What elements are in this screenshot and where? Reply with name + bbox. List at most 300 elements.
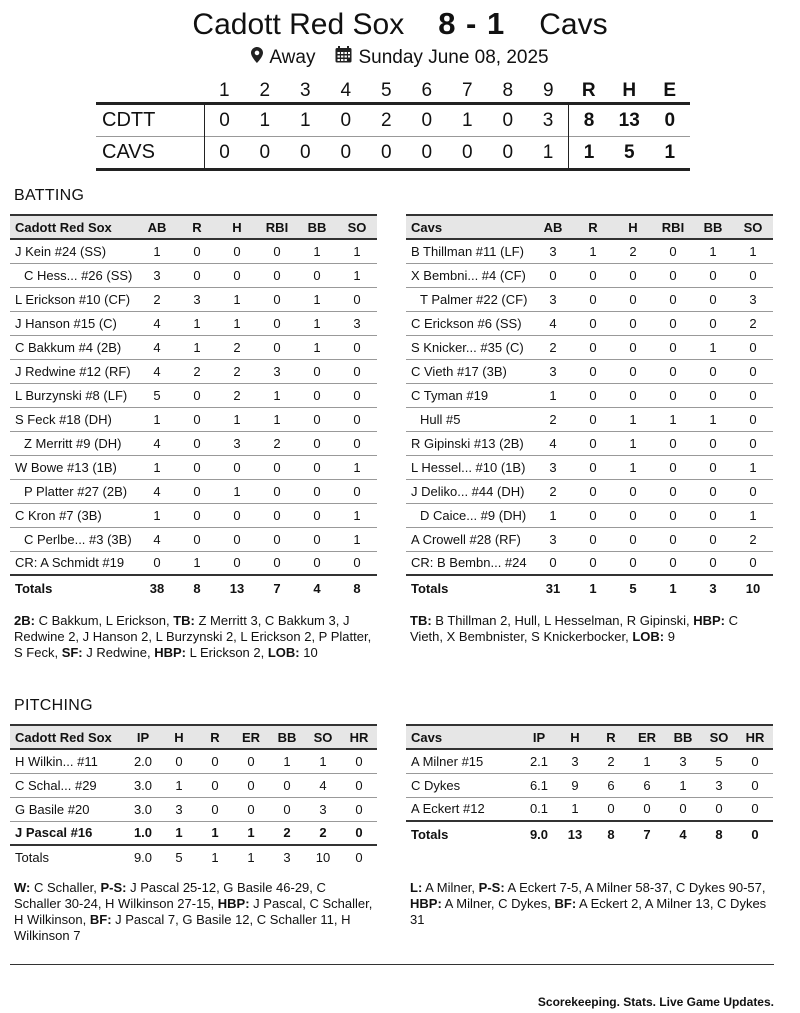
stat-cell: 0 <box>693 455 733 479</box>
inning-header: 2 <box>259 80 271 101</box>
totals-label: Totals <box>406 575 533 601</box>
stat-cell: 2 <box>177 359 217 383</box>
date-info <box>335 46 548 69</box>
stat-column-header: R <box>177 215 217 239</box>
totals-cell: 9.0 <box>521 821 557 847</box>
totals-cell: 1 <box>247 850 255 865</box>
player-name: P Platter #27 (2B) <box>10 479 137 503</box>
stat-cell: 0 <box>297 551 337 575</box>
stat-cell: 0 <box>341 821 377 845</box>
player-row <box>10 455 377 479</box>
total-e: 1 <box>650 137 691 170</box>
stat-cell: 0 <box>177 407 217 431</box>
totals-cell: 1 <box>573 575 613 601</box>
player-name: CR: B Bembn... #24 <box>406 551 533 575</box>
stat-cell: 1 <box>613 431 653 455</box>
stat-cell: 1 <box>573 239 613 263</box>
total-e: 0 <box>650 104 691 137</box>
note-text: B Thillman 2, Hull, L Hesselman, R Gipinski, <box>431 613 694 628</box>
stat-cell: 0 <box>177 431 217 455</box>
player-name: R Gipinski #13 (2B) <box>406 431 533 455</box>
player-row <box>10 383 377 407</box>
stat-cell: 2 <box>137 287 177 311</box>
player-name: J Pascal #16 <box>10 821 125 845</box>
totals-cell: 31 <box>533 575 573 601</box>
stat-cell: 3 <box>665 749 701 773</box>
note-label: TB: <box>173 613 195 628</box>
totals-cell: 4 <box>297 575 337 601</box>
inning-score: 2 <box>366 104 407 137</box>
player-row <box>10 239 377 263</box>
team-column-header: Cavs <box>406 215 533 239</box>
stat-cell: 0 <box>533 263 573 287</box>
stat-cell: 0 <box>593 797 629 821</box>
stat-cell: 3 <box>533 359 573 383</box>
totals-label: Totals <box>10 575 137 601</box>
stat-cell: 3 <box>137 263 177 287</box>
note-label: SF: <box>61 645 83 660</box>
player-row <box>10 311 377 335</box>
stat-cell: 0 <box>733 551 773 575</box>
stat-cell: 0 <box>341 749 377 773</box>
totals-cell: 4 <box>665 821 701 847</box>
stat-cell: 1 <box>557 797 593 821</box>
stat-cell: 2 <box>533 479 573 503</box>
pitching-table-home <box>10 724 377 869</box>
note-label: HBP: <box>693 613 725 628</box>
player-row <box>10 287 377 311</box>
stat-cell: 2 <box>257 431 297 455</box>
stat-cell: 0 <box>337 335 377 359</box>
note-label: BF: <box>89 912 112 927</box>
stat-cell: 0 <box>629 797 665 821</box>
pitching-notes-home <box>14 880 374 944</box>
stat-cell: 0 <box>257 551 297 575</box>
stat-cell: 0 <box>297 263 337 287</box>
stat-cell: 0 <box>573 503 613 527</box>
stat-cell: 0 <box>269 773 305 797</box>
stat-cell: 0 <box>653 335 693 359</box>
stat-cell: 2 <box>593 749 629 773</box>
stat-cell: 9 <box>557 773 593 797</box>
totals-cell: 38 <box>137 575 177 601</box>
player-row <box>406 479 773 503</box>
player-name: A Eckert #12 <box>406 797 521 821</box>
player-row <box>10 407 377 431</box>
stat-cell: 0 <box>573 527 613 551</box>
totals-cell: 8 <box>337 575 377 601</box>
stat-column-header: BB <box>269 725 305 749</box>
inning-header: 4 <box>340 80 352 101</box>
note-text: J Pascal 7, G Basile 12, C Schaller 11, H Wilkinson 7 <box>14 912 351 943</box>
stat-cell: 1 <box>305 749 341 773</box>
stat-cell: 1 <box>297 311 337 335</box>
note-label: HBP: <box>410 896 442 911</box>
stat-cell: 2 <box>733 311 773 335</box>
stat-cell: 0 <box>297 383 337 407</box>
note-text: J Redwine, <box>82 645 155 660</box>
player-name: L Erickson #10 (CF) <box>10 287 137 311</box>
team-column-header: Cavs <box>406 725 521 749</box>
note-label: BF: <box>554 896 577 911</box>
linescore-team-header <box>96 80 204 104</box>
stat-cell: 0 <box>693 263 733 287</box>
scoreline <box>0 6 800 42</box>
note-label: P-S: <box>478 880 505 895</box>
stat-column-header: ER <box>629 725 665 749</box>
player-name: CR: A Schmidt #19 <box>10 551 137 575</box>
player-name: D Caice... #9 (DH) <box>406 503 533 527</box>
stat-cell: 0 <box>573 455 613 479</box>
inning-score: 0 <box>285 137 326 170</box>
stats-header-row <box>10 215 377 239</box>
stat-cell: 0 <box>693 479 733 503</box>
stat-cell: 1 <box>733 239 773 263</box>
stat-cell: 0 <box>693 287 733 311</box>
stat-cell: 0 <box>257 479 297 503</box>
stat-cell: 0 <box>653 551 693 575</box>
stat-cell: 0 <box>573 383 613 407</box>
totals-cell: 1 <box>653 575 693 601</box>
inning-score: 1 <box>447 104 488 137</box>
stat-cell: 2 <box>217 335 257 359</box>
player-row <box>406 527 773 551</box>
stat-cell: 0 <box>337 407 377 431</box>
stat-cell: 0 <box>653 503 693 527</box>
note-label: LOB: <box>632 629 665 644</box>
stat-cell: 0 <box>693 383 733 407</box>
stat-cell: 1 <box>217 287 257 311</box>
stat-cell: 0 <box>197 773 233 797</box>
stat-cell: 4 <box>137 311 177 335</box>
stat-column-header: BB <box>693 215 733 239</box>
stats-header-row <box>10 725 377 749</box>
inning-score: 0 <box>407 104 448 137</box>
stat-cell: 1 <box>733 503 773 527</box>
inning-header: 9 <box>542 80 554 101</box>
stat-cell: 0 <box>693 431 733 455</box>
stat-cell: 2 <box>533 407 573 431</box>
stat-cell: 0 <box>177 263 217 287</box>
player-name: J Hanson #15 (C) <box>10 311 137 335</box>
stat-cell: 1 <box>693 335 733 359</box>
stat-cell: 1 <box>297 239 337 263</box>
stat-cell: 1 <box>177 551 217 575</box>
note-label: W: <box>14 880 31 895</box>
note-text: A Milner, <box>422 880 479 895</box>
stat-cell: 3 <box>161 797 197 821</box>
stat-cell: 0 <box>653 311 693 335</box>
game-header <box>0 0 800 69</box>
note-text: 9 <box>664 629 675 644</box>
player-row <box>10 503 377 527</box>
stat-cell: 4 <box>533 311 573 335</box>
totals-cell: 3 <box>283 850 291 865</box>
stat-cell: 0 <box>573 311 613 335</box>
player-row <box>406 239 773 263</box>
inning-header: 7 <box>461 80 473 101</box>
stat-cell: 2 <box>217 359 257 383</box>
linescore-header <box>96 80 690 104</box>
totals-cell: 0 <box>737 821 773 847</box>
stat-column-header: HR <box>341 725 377 749</box>
note-label: L: <box>410 880 423 895</box>
stat-cell: 3 <box>217 431 257 455</box>
stat-cell: 5 <box>137 383 177 407</box>
stat-cell: 1 <box>197 821 233 845</box>
stat-column-header: SO <box>305 725 341 749</box>
stat-cell: 0 <box>573 551 613 575</box>
stat-cell: 1 <box>533 383 573 407</box>
footer-divider <box>10 964 774 965</box>
note-label: 2B: <box>14 613 35 628</box>
stat-cell: 3 <box>733 287 773 311</box>
inning-header: 8 <box>502 80 514 101</box>
player-row <box>406 407 773 431</box>
stat-cell: 1 <box>693 239 733 263</box>
stat-cell: 3 <box>701 773 737 797</box>
away-team-name: Cavs <box>539 8 608 41</box>
stat-cell: 0 <box>653 479 693 503</box>
totals-row <box>10 845 377 869</box>
totals-cell: 7 <box>257 575 297 601</box>
stat-cell: 0 <box>177 527 217 551</box>
stat-cell: 4 <box>137 335 177 359</box>
stat-cell: 1 <box>693 407 733 431</box>
stat-cell: 3 <box>305 797 341 821</box>
total-h: 5 <box>609 137 650 170</box>
stat-cell: 0 <box>733 431 773 455</box>
totals-cell: 3 <box>693 575 733 601</box>
stat-cell: 1 <box>665 773 701 797</box>
stat-cell: 1 <box>257 407 297 431</box>
player-name: Hull #5 <box>406 407 533 431</box>
stat-cell: 0 <box>573 263 613 287</box>
pitching-table-away <box>406 724 773 847</box>
location-info <box>251 47 315 69</box>
stat-cell: 0 <box>613 503 653 527</box>
note-text: C Bakkum, L Erickson, <box>34 613 174 628</box>
stat-column-header: AB <box>533 215 573 239</box>
stat-cell: 0 <box>297 527 337 551</box>
stat-cell: 0 <box>269 797 305 821</box>
totals-cell: 8 <box>701 821 737 847</box>
stat-cell: 0 <box>737 773 773 797</box>
totals-cell: 10 <box>733 575 773 601</box>
player-row <box>406 359 773 383</box>
totals-row <box>406 575 773 601</box>
stat-column-header: SO <box>337 215 377 239</box>
totals-cell: 10 <box>315 850 331 865</box>
stat-cell: 0 <box>653 527 693 551</box>
stat-cell: 0 <box>217 239 257 263</box>
stat-cell: 0 <box>217 503 257 527</box>
player-row <box>10 359 377 383</box>
stat-cell: 1 <box>533 503 573 527</box>
note-text: C Schaller, <box>30 880 101 895</box>
stat-cell: 0 <box>257 311 297 335</box>
note-text: C Vieth, X Bembnister, S Knickerbocker, <box>410 613 738 644</box>
stat-cell: 0 <box>217 455 257 479</box>
stat-column-header: SO <box>701 725 737 749</box>
stat-column-header: BB <box>665 725 701 749</box>
stat-cell: 0 <box>693 551 733 575</box>
player-name: C Bakkum #4 (2B) <box>10 335 137 359</box>
stat-cell: 0 <box>161 749 197 773</box>
inning-score: 0 <box>488 137 529 170</box>
stat-cell: 1 <box>177 335 217 359</box>
inning-score: 1 <box>528 137 569 170</box>
stat-column-header: AB <box>137 215 177 239</box>
totals-label: Totals <box>406 821 521 847</box>
stat-cell: 0 <box>733 335 773 359</box>
stats-header-row <box>406 725 773 749</box>
stat-cell: 2 <box>733 527 773 551</box>
player-name: A Milner #15 <box>406 749 521 773</box>
totals-cell: 1 <box>211 850 219 865</box>
player-name: G Basile #20 <box>10 797 125 821</box>
stat-cell: 0 <box>653 239 693 263</box>
inning-header: 5 <box>380 80 392 101</box>
stat-cell: 2 <box>533 335 573 359</box>
stat-cell: 0 <box>653 431 693 455</box>
stat-cell: 3 <box>533 287 573 311</box>
pitching-heading: PITCHING <box>14 697 93 714</box>
stat-cell: 4 <box>137 431 177 455</box>
totals-cell: 9.0 <box>133 850 153 865</box>
player-row <box>10 479 377 503</box>
stat-cell: 0 <box>653 263 693 287</box>
inning-header: 6 <box>421 80 433 101</box>
note-text: Z Merritt 3, C Bakkum 3, J Redwine 2, J Hanson 2, L Burzynski 2, L Erickson 2, P Platter, S Feck, <box>14 613 372 660</box>
totals-cell: 8 <box>177 575 217 601</box>
stat-cell: 0 <box>233 773 269 797</box>
totals-cell: 0 <box>355 850 363 865</box>
stat-cell: 1 <box>337 239 377 263</box>
stat-column-header: R <box>197 725 233 749</box>
stat-cell: 0 <box>197 749 233 773</box>
linescore-row <box>96 137 690 170</box>
totals-cell: 13 <box>557 821 593 847</box>
stat-cell: 3 <box>557 749 593 773</box>
player-name: C Hess... #26 (SS) <box>10 263 137 287</box>
stat-cell: 3 <box>337 311 377 335</box>
inning-score: 0 <box>447 137 488 170</box>
player-name: S Knicker... #35 (C) <box>406 335 533 359</box>
batting-table-away <box>406 214 773 601</box>
stat-cell: 0 <box>533 551 573 575</box>
stat-cell: 0 <box>233 749 269 773</box>
stat-cell: 0 <box>613 311 653 335</box>
stat-cell: 1 <box>137 455 177 479</box>
stat-column-header: IP <box>521 725 557 749</box>
player-row <box>406 335 773 359</box>
stat-cell: 0 <box>653 359 693 383</box>
stat-cell: 3 <box>257 359 297 383</box>
batting-notes-away <box>410 613 772 645</box>
player-row <box>406 749 773 773</box>
stat-column-header: H <box>217 215 257 239</box>
player-row <box>406 455 773 479</box>
stat-column-header: H <box>613 215 653 239</box>
stat-cell: 0 <box>653 383 693 407</box>
calendar-icon <box>335 46 352 69</box>
stat-cell: 1 <box>297 335 337 359</box>
stat-cell: 0 <box>137 551 177 575</box>
stat-cell: 0.1 <box>521 797 557 821</box>
footer-tagline: Scorekeeping. Stats. Live Game Updates. <box>537 995 774 1009</box>
player-name: C Tyman #19 <box>406 383 533 407</box>
stat-cell: 0 <box>257 455 297 479</box>
stat-column-header: RBI <box>653 215 693 239</box>
stat-cell: 6 <box>629 773 665 797</box>
stat-cell: 1 <box>137 407 177 431</box>
stat-cell: 0 <box>257 239 297 263</box>
player-row <box>406 773 773 797</box>
player-row <box>10 821 377 845</box>
team-column-header: Cadott Red Sox <box>10 725 125 749</box>
stat-cell: 0 <box>737 749 773 773</box>
stat-cell: 1 <box>653 407 693 431</box>
stat-cell: 4 <box>137 527 177 551</box>
stat-cell: 0 <box>573 431 613 455</box>
totals-label: Totals <box>15 850 49 865</box>
inning-score: 0 <box>326 137 367 170</box>
stat-cell: 2.1 <box>521 749 557 773</box>
map-pin-icon <box>251 47 263 69</box>
stat-cell: 0 <box>177 239 217 263</box>
stat-cell: 1 <box>257 383 297 407</box>
stat-column-header: R <box>593 725 629 749</box>
player-name: C Erickson #6 (SS) <box>406 311 533 335</box>
inning-score: 0 <box>366 137 407 170</box>
totals-cell: 7 <box>629 821 665 847</box>
stat-cell: 0 <box>297 407 337 431</box>
stat-cell: 1 <box>217 407 257 431</box>
totals-row <box>406 821 773 847</box>
note-text: L Erickson 2, <box>185 645 268 660</box>
player-name: S Feck #18 (DH) <box>10 407 137 431</box>
stat-cell: 0 <box>177 503 217 527</box>
date-text: Sunday June 08, 2025 <box>358 46 549 68</box>
stat-cell: 1 <box>217 479 257 503</box>
player-row <box>406 431 773 455</box>
stat-cell: 3 <box>177 287 217 311</box>
stat-cell: 1 <box>337 455 377 479</box>
stat-cell: 1 <box>137 239 177 263</box>
stat-cell: 0 <box>573 287 613 311</box>
stat-cell: 0 <box>653 287 693 311</box>
player-name: L Hessel... #10 (1B) <box>406 455 533 479</box>
stat-cell: 1 <box>161 773 197 797</box>
stat-cell: 1 <box>297 287 337 311</box>
stat-cell: 2 <box>217 383 257 407</box>
stat-cell: 2 <box>613 239 653 263</box>
team-column-header: Cadott Red Sox <box>10 215 137 239</box>
note-text: A Eckert 7-5, A Milner 58-37, C Dykes 90-57, <box>504 880 766 895</box>
stat-cell: 0 <box>693 527 733 551</box>
stat-cell: 4 <box>137 359 177 383</box>
player-row <box>406 287 773 311</box>
stat-cell: 4 <box>533 431 573 455</box>
note-label: P-S: <box>100 880 127 895</box>
stat-cell: 0 <box>217 527 257 551</box>
inning-score: 0 <box>204 104 245 137</box>
stat-cell: 0 <box>665 797 701 821</box>
stat-cell: 0 <box>257 263 297 287</box>
player-row <box>406 311 773 335</box>
stat-cell: 0 <box>337 359 377 383</box>
